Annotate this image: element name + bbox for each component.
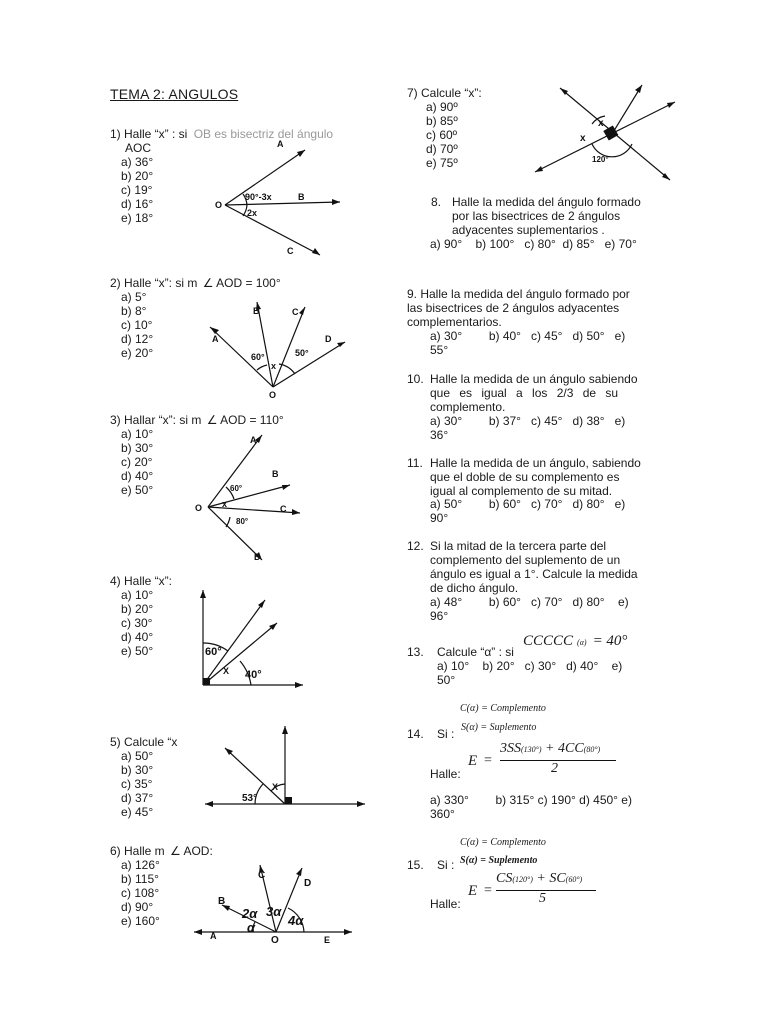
q3-option-a: a) 10° [121,427,154,441]
q1-stem2: AOC [125,141,152,155]
q1-label-c: C [287,246,294,256]
q7-option-a: a) 90º [426,100,458,114]
q6-label-d: D [304,878,312,889]
angle-symbol-icon: ∠ [202,276,214,290]
q3-figure [190,425,330,570]
q15-halle: Halle: [430,897,461,911]
q12-options-2: 96° [430,609,449,623]
q6-option-a: a) 126° [121,858,160,872]
q9-options-2: 55° [430,343,449,357]
q11-number: 11. [407,456,423,470]
q2-angle-x: x [271,361,277,371]
q2-options [121,290,153,360]
q4-option-d: d) 40° [121,630,154,644]
q2-option-a: a) 5° [121,290,147,304]
q5-angle-53: 53° [242,793,258,804]
q8-options: a) 90° b) 100° c) 80° d) 85° e) 70° [430,237,637,251]
q2-label-d: D [325,334,332,344]
q13-number: 13. [407,645,424,659]
q7-option-e: e) 75º [426,156,458,170]
q3-option-b: b) 30° [121,441,154,455]
q3-option-c: c) 20° [121,455,153,469]
q7-stem: 7) Calcule “x”: [407,86,482,100]
angle-symbol-icon: ∠ [170,844,181,858]
q6-label-a: A [210,931,217,941]
q3-label-d: D [254,552,261,562]
q14-halle: Halle: [430,767,461,781]
q6-option-b: b) 115° [121,872,159,886]
q1-label-o: O [215,200,223,210]
q5-option-b: b) 30° [121,763,154,777]
q7-angle-x1: x [598,118,604,129]
q6-label-b: B [218,896,226,907]
q1-options [121,155,153,225]
q2-angle-left: 60° [251,352,265,362]
q10-text: Halle la medida de un ángulo sabiendo que es igual a los 2/3 de su complemento. [430,372,638,414]
q1-stem: 1) Halle “x” : si OB es bisectriz del ángulo [110,127,334,141]
q3-angle-top: 60° [230,484,243,493]
q14-options-2: 360° [430,807,455,821]
q14-fraction-bar [500,760,616,761]
q15-fraction-bar [496,890,596,891]
q1-angle-top: 90°-3x [245,192,272,202]
q14-options: a) 330° b) 315° c) 190° d) 450° e) [430,793,632,807]
q6-option-e: e) 160° [121,914,160,928]
q10-options: a) 30° b) 37° c) 45° d) 38° e) [430,414,626,428]
q6-options [121,858,160,928]
q13-stem: Calcule “α” : si [437,645,514,659]
q2-option-c: c) 10° [121,318,153,332]
q4-option-c: c) 30° [121,616,153,630]
q7-option-b: b) 85º [426,114,458,128]
q7-angle-x2: x [580,133,586,144]
q3-stem: 3) Hallar “x”: si m ∠ AOD = 110° [110,413,284,427]
q6-label-o: O [271,935,279,946]
q14-def-supplement: S(α) = Suplemento [461,722,537,733]
q6-stem: 6) Halle m ∠ AOD: [110,844,213,858]
q10-number: 10. [407,372,424,386]
q6-4alpha: 4α [288,913,304,928]
q1-figure [195,130,375,260]
q4-option-b: b) 20° [121,602,154,616]
q3-option-d: d) 40° [121,469,154,483]
q4-option-a: a) 10° [121,588,154,602]
q4-option-e: e) 50° [121,644,154,658]
q9-text: 9. Halle la medida del ángulo formado por las bisectrices de 2 ángulos adyacentes complementarios. [407,287,630,329]
q5-figure [200,718,370,813]
q13-formula: CCCCC (α) = 40° [523,633,628,649]
angle-symbol-icon: ∠ [206,413,218,427]
q3-angle-bottom: 80° [236,517,249,526]
q2-angle-right: 50° [295,348,309,358]
q14-def-complement: C(α) = Complemento [460,703,546,714]
q11-options: a) 50° b) 60° c) 70° d) 80° e) [430,497,626,511]
q3-angle-x: x [222,499,228,509]
q15-equation: E = CS(120°) + SC(60°) 5 [466,876,606,910]
q1-option-c: c) 19° [121,183,153,197]
q5-option-c: c) 35° [121,777,153,791]
q6-2alpha: 2α [242,906,258,921]
q2-label-o: O [269,390,277,400]
q3-options [121,427,153,497]
q4-angle-x: X [223,666,230,676]
q13-options: a) 10° b) 20° c) 30° d) 40° e) [437,659,623,673]
q7-option-c: c) 60º [426,128,458,142]
q12-number: 12. [407,539,424,553]
q14-equation: E = 3SS(130°) + 4CC(80°) 2 [466,746,626,780]
q2-option-e: e) 20° [121,346,154,360]
q6-option-c: c) 108° [121,886,160,900]
q4-angle-a: 60° [205,646,222,658]
q7-figure [530,80,690,195]
q2-figure [195,292,365,402]
q1-option-d: d) 16° [121,197,154,211]
q6-label-e: E [324,935,331,945]
q1-label-b: B [298,192,305,202]
q1-label-a: A [277,139,284,149]
q6-option-d: d) 90° [121,900,154,914]
q11-options-2: 90° [430,511,449,525]
q5-option-a: a) 50° [121,749,154,763]
q15-number: 15. [407,858,424,872]
q15-def-supplement: S(α) = Suplemento [460,855,538,866]
q5-angle-x: X [272,782,279,792]
q7-options [426,100,458,170]
q9-options: a) 30° b) 40° c) 45° d) 50° e) [430,329,626,343]
q8-text: Halle la medida del ángulo formado por las bisectrices de 2 ángulos adyacentes suplementarios . [452,195,641,237]
q12-text: Si la mitad de la tercera parte del complemento del suplemento de un ángulo es igual a 1°. Calcule la medida de dicho ángulo. [430,539,638,595]
q4-stem: 4) Halle “x”: [110,574,173,588]
q11-text: Halle la medida de un ángulo, sabiendo que el doble de su complemento es igual al complemento de su mitad. [430,456,641,498]
q13-options-2: 50° [437,673,456,687]
q1-option-b: b) 20° [121,169,154,183]
q14-si: Si : [437,727,455,741]
q1-angle-bottom: 2x [247,208,258,218]
q5-options [121,749,153,819]
q2-label-a: A [212,334,219,344]
q3-label-b: B [272,469,279,479]
q1-option-e: e) 18° [121,211,154,225]
q4-figure [195,585,310,695]
q2-label-c: C [292,307,299,317]
q5-option-e: e) 45° [121,805,154,819]
q6-3alpha: 3α [266,904,282,919]
q3-label-a: A [250,435,257,445]
page-title: TEMA 2: ANGULOS [110,86,239,102]
q14-number: 14. [407,727,424,741]
q10-options-2: 36° [430,428,449,442]
q3-label-o: O [195,503,203,513]
q4-options [121,588,153,658]
q15-def-complement: C(α) = Complemento [460,837,546,848]
q6-figure [192,850,362,945]
q5-option-d: d) 37° [121,791,154,805]
q2-stem: 2) Halle “x”: si m ∠ AOD = 100° [110,276,281,290]
q5-stem: 5) Calcule “x [110,735,178,749]
q2-label-b: B [253,306,260,316]
q1-option-a: a) 36° [121,155,154,169]
q7-angle-120: 120° [592,155,609,164]
q8-number: 8. [431,195,442,209]
q2-option-b: b) 8° [121,304,147,318]
q6-label-c: C [258,870,266,881]
q15-si: Si : [437,858,455,872]
q3-label-c: C [280,504,287,514]
q12-options: a) 48° b) 60° c) 70° d) 80° e) [430,595,629,609]
q6-alpha: α [247,920,256,935]
q4-angle-b: 40° [245,669,262,681]
q3-option-e: e) 50° [121,483,154,497]
q7-option-d: d) 70º [426,142,458,156]
q2-option-d: d) 12° [121,332,154,346]
